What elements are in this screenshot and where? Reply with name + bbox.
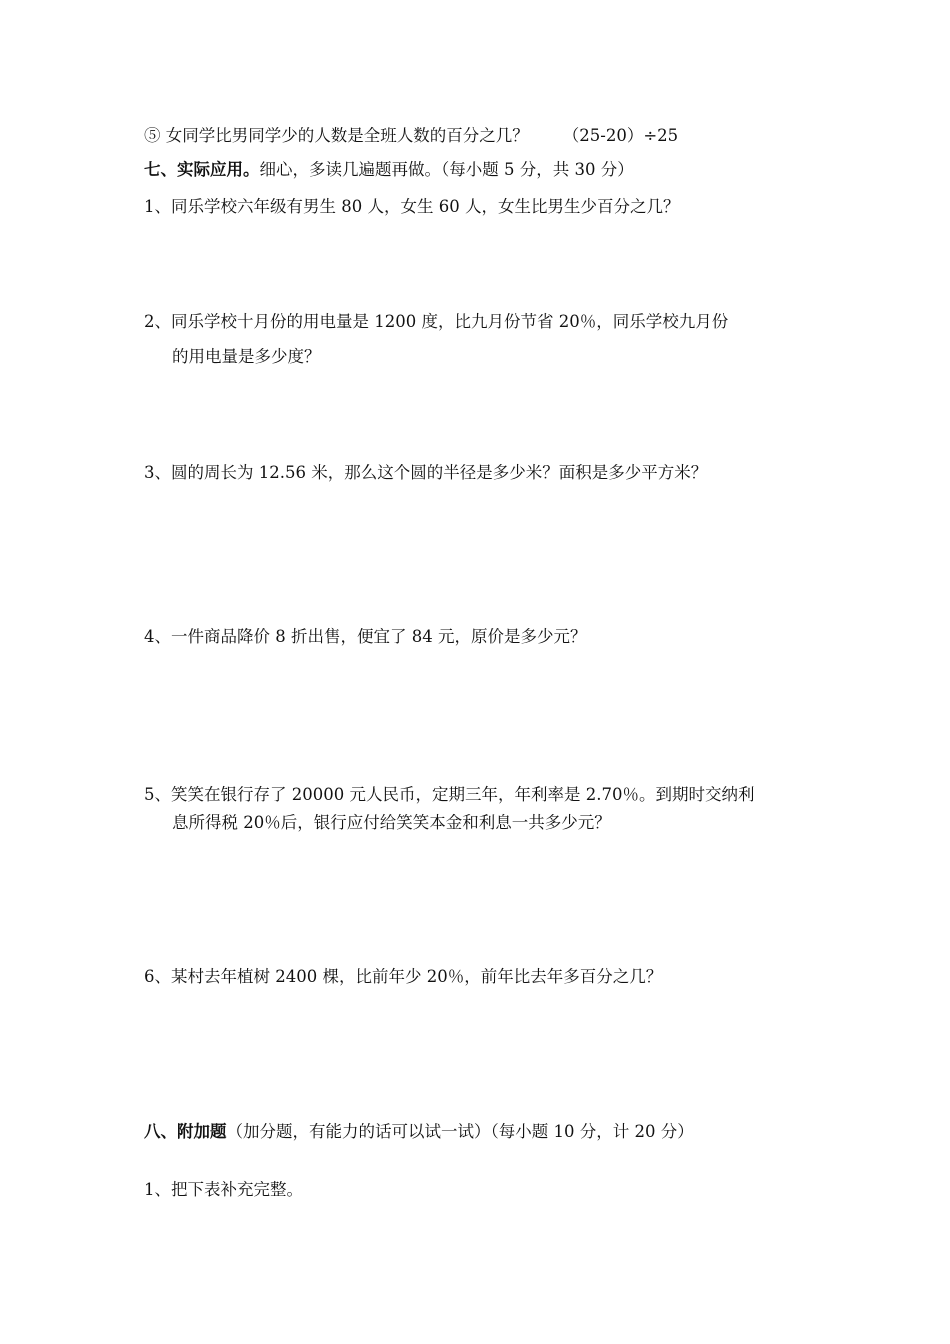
question-text: ⑤ 女同学比男同学少的人数是全班人数的百分之几？ [144, 126, 529, 145]
problem-5-line-2: 息所得税 20％后，银行应付给笑笑本金和利息一共多少元？ [172, 813, 611, 832]
section-8-title: 八、附加题 [144, 1122, 227, 1141]
problem-1: 1、同乐学校六年级有男生 80 人，女生 60 人，女生比男生少百分之几？ [144, 197, 680, 216]
problem-2-line-1: 2、同乐学校十月份的用电量是 1200 度，比九月份节省 20％，同乐学校九月份 [144, 312, 729, 331]
section-8-instructions: （加分题，有能力的话可以试一试）（每小题 10 分，计 20 分） [226, 1122, 694, 1141]
problem-5-line-1: 5、笑笑在银行存了 20000 元人民币，定期三年，年利率是 2.70％。到期时交纳利 [144, 785, 755, 804]
problem-2-line-2: 的用电量是多少度？ [172, 347, 321, 366]
answer-expression: （25-20）÷25 [562, 126, 679, 145]
problem-4: 4、一件商品降价 8 折出售，便宜了 84 元，原价是多少元？ [144, 627, 587, 646]
section-7-instructions: 细心，多读几遍题再做。（每小题 5 分，共 30 分） [259, 160, 634, 179]
section-8-heading [144, 1122, 694, 1142]
problem-3: 3、圆的周长为 12.56 米，那么这个圆的半径是多少米？面积是多少平方米？ [144, 463, 708, 482]
previous-question-5 [144, 126, 678, 146]
problem-6: 6、某村去年植树 2400 棵，比前年少 20％，前年比去年多百分之几？ [144, 967, 663, 986]
section-7-title: 七、实际应用。 [144, 160, 260, 179]
bonus-problem-1: 1、把下表补充完整。 [144, 1180, 303, 1199]
section-7-heading [144, 160, 634, 180]
